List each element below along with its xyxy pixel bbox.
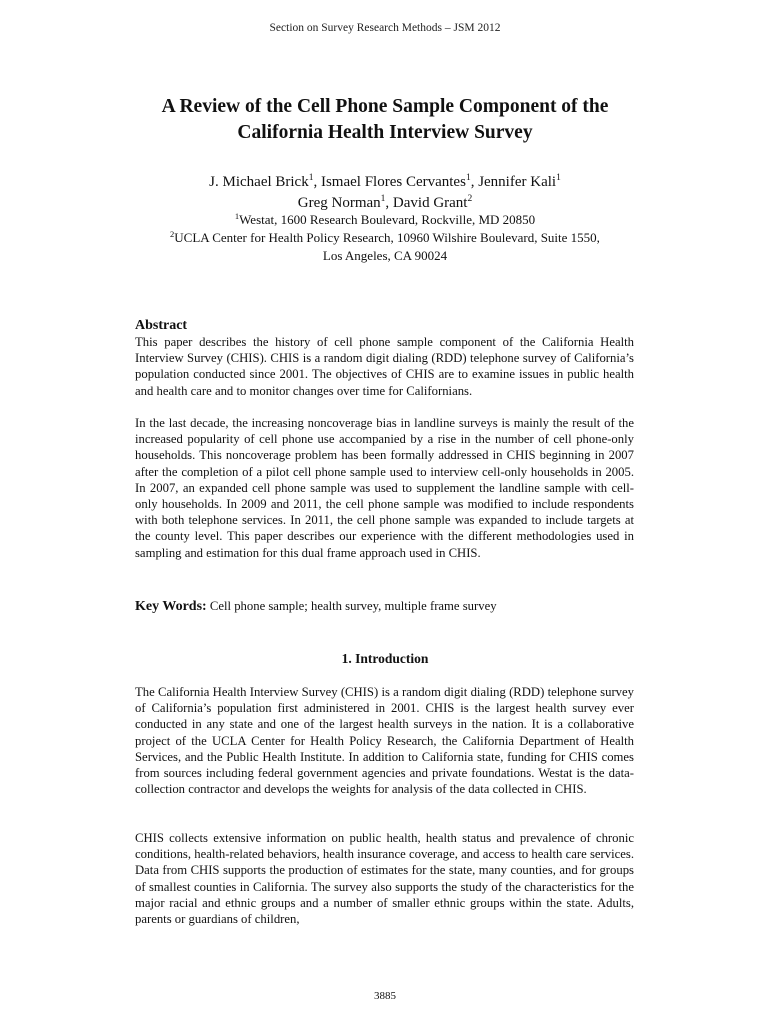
title-line-2: California Health Interview Survey <box>237 122 533 143</box>
affiliation-2 <box>100 229 670 247</box>
affiliation-1 <box>100 211 670 229</box>
abstract-paragraph-1: This paper describes the history of cell phone sample component of the California Health Interview Survey (CHIS). CHIS is a random digit dialing (RDD) telephone survey of California’s population conducted since 2001. The objectives of CHIS are to examine issues in public health and health care and to monitor changes over time for Californians. <box>135 335 634 398</box>
section-heading-introduction: 1. Introduction <box>341 651 429 666</box>
title-line-1: A Review of the Cell Phone Sample Component of the <box>161 96 609 117</box>
author-affil-mark: 1 <box>308 173 314 183</box>
author-line-1 <box>100 172 670 193</box>
author-list <box>100 172 670 214</box>
author-name: J. Michael Brick <box>209 174 309 190</box>
paper-title <box>120 94 650 146</box>
author-name: , Jennifer Kali <box>470 174 557 190</box>
keywords-text: Cell phone sample; health survey, multiple frame survey <box>206 599 497 613</box>
running-header: Section on Survey Research Methods – JSM 2012 <box>269 22 501 34</box>
page-number: 3885 <box>374 990 396 1002</box>
affiliation-2-continued: Los Angeles, CA 90024 <box>322 248 448 263</box>
author-name: , Ismael Flores Cervantes <box>313 174 466 190</box>
abstract-heading: Abstract <box>135 318 188 333</box>
author-name: , David Grant <box>385 195 468 211</box>
intro-paragraph-1: The California Health Interview Survey (CHIS) is a random digit dialing (RDD) telephone survey of California’s population first administered in 2001. CHIS is the largest health survey ever conducted in any state and one of the largest health surveys in the nation. It is a collaborative project of the UCLA Center for Health Policy Research, the California Department of Health Services, and the Public Health Institute. In addition to California state, funding for CHIS comes from sources including federal government agencies and private foundations. Westat is the data-collection contractor and develops the weights for analysis of the data collected in CHIS. <box>135 685 634 797</box>
author-name: Greg Norman <box>297 195 381 211</box>
author-affil-mark: 2 <box>467 194 473 204</box>
affiliation-text: Westat, 1600 Research Boulevard, Rockville, MD 20850 <box>239 212 536 227</box>
affil-mark: 2 <box>170 229 175 239</box>
intro-paragraph-2: CHIS collects extensive information on public health, health status and prevalence of chronic conditions, health-related behaviors, health insurance coverage, and access to health care services. Data from CHIS supports the production of estimates for the state, many counties, and for groups of smallest counties in California. The survey also supports the study of the characteristics for the major racial and ethnic groups and a number of smaller ethnic groups within the state. Adults, parents or guardians of children, <box>135 831 634 927</box>
author-affil-mark: 1 <box>556 173 561 183</box>
author-affil-mark: 1 <box>465 173 471 183</box>
author-affil-mark: 1 <box>380 194 386 204</box>
abstract-paragraph-2: In the last decade, the increasing noncoverage bias in landline surveys is mainly the result of the increased popularity of cell phone use accompanied by a rise in the number of cell phone-only households. This noncoverage problem has been formally addressed in CHIS beginning in 2007 after the completion of a pilot cell phone sample used to interview cell-only households in 2005. In 2007, an expanded cell phone sample was used to supplement the landline sample with cell-only households. In 2009 and 2011, the cell phone sample was modified to include respondents with both telephone services. In 2011, the cell phone sample was expanded to include targets at the county level. This paper describes our experience with the different methodologies used in sampling and estimation for this dual frame approach used in CHIS. <box>135 416 634 560</box>
affil-mark: 1 <box>234 211 240 221</box>
keywords-label: Key Words: <box>135 599 207 614</box>
keywords <box>135 599 634 615</box>
affiliations <box>100 211 670 265</box>
affiliation-text: UCLA Center for Health Policy Research, 10960 Wilshire Boulevard, Suite 1550, <box>174 230 600 245</box>
